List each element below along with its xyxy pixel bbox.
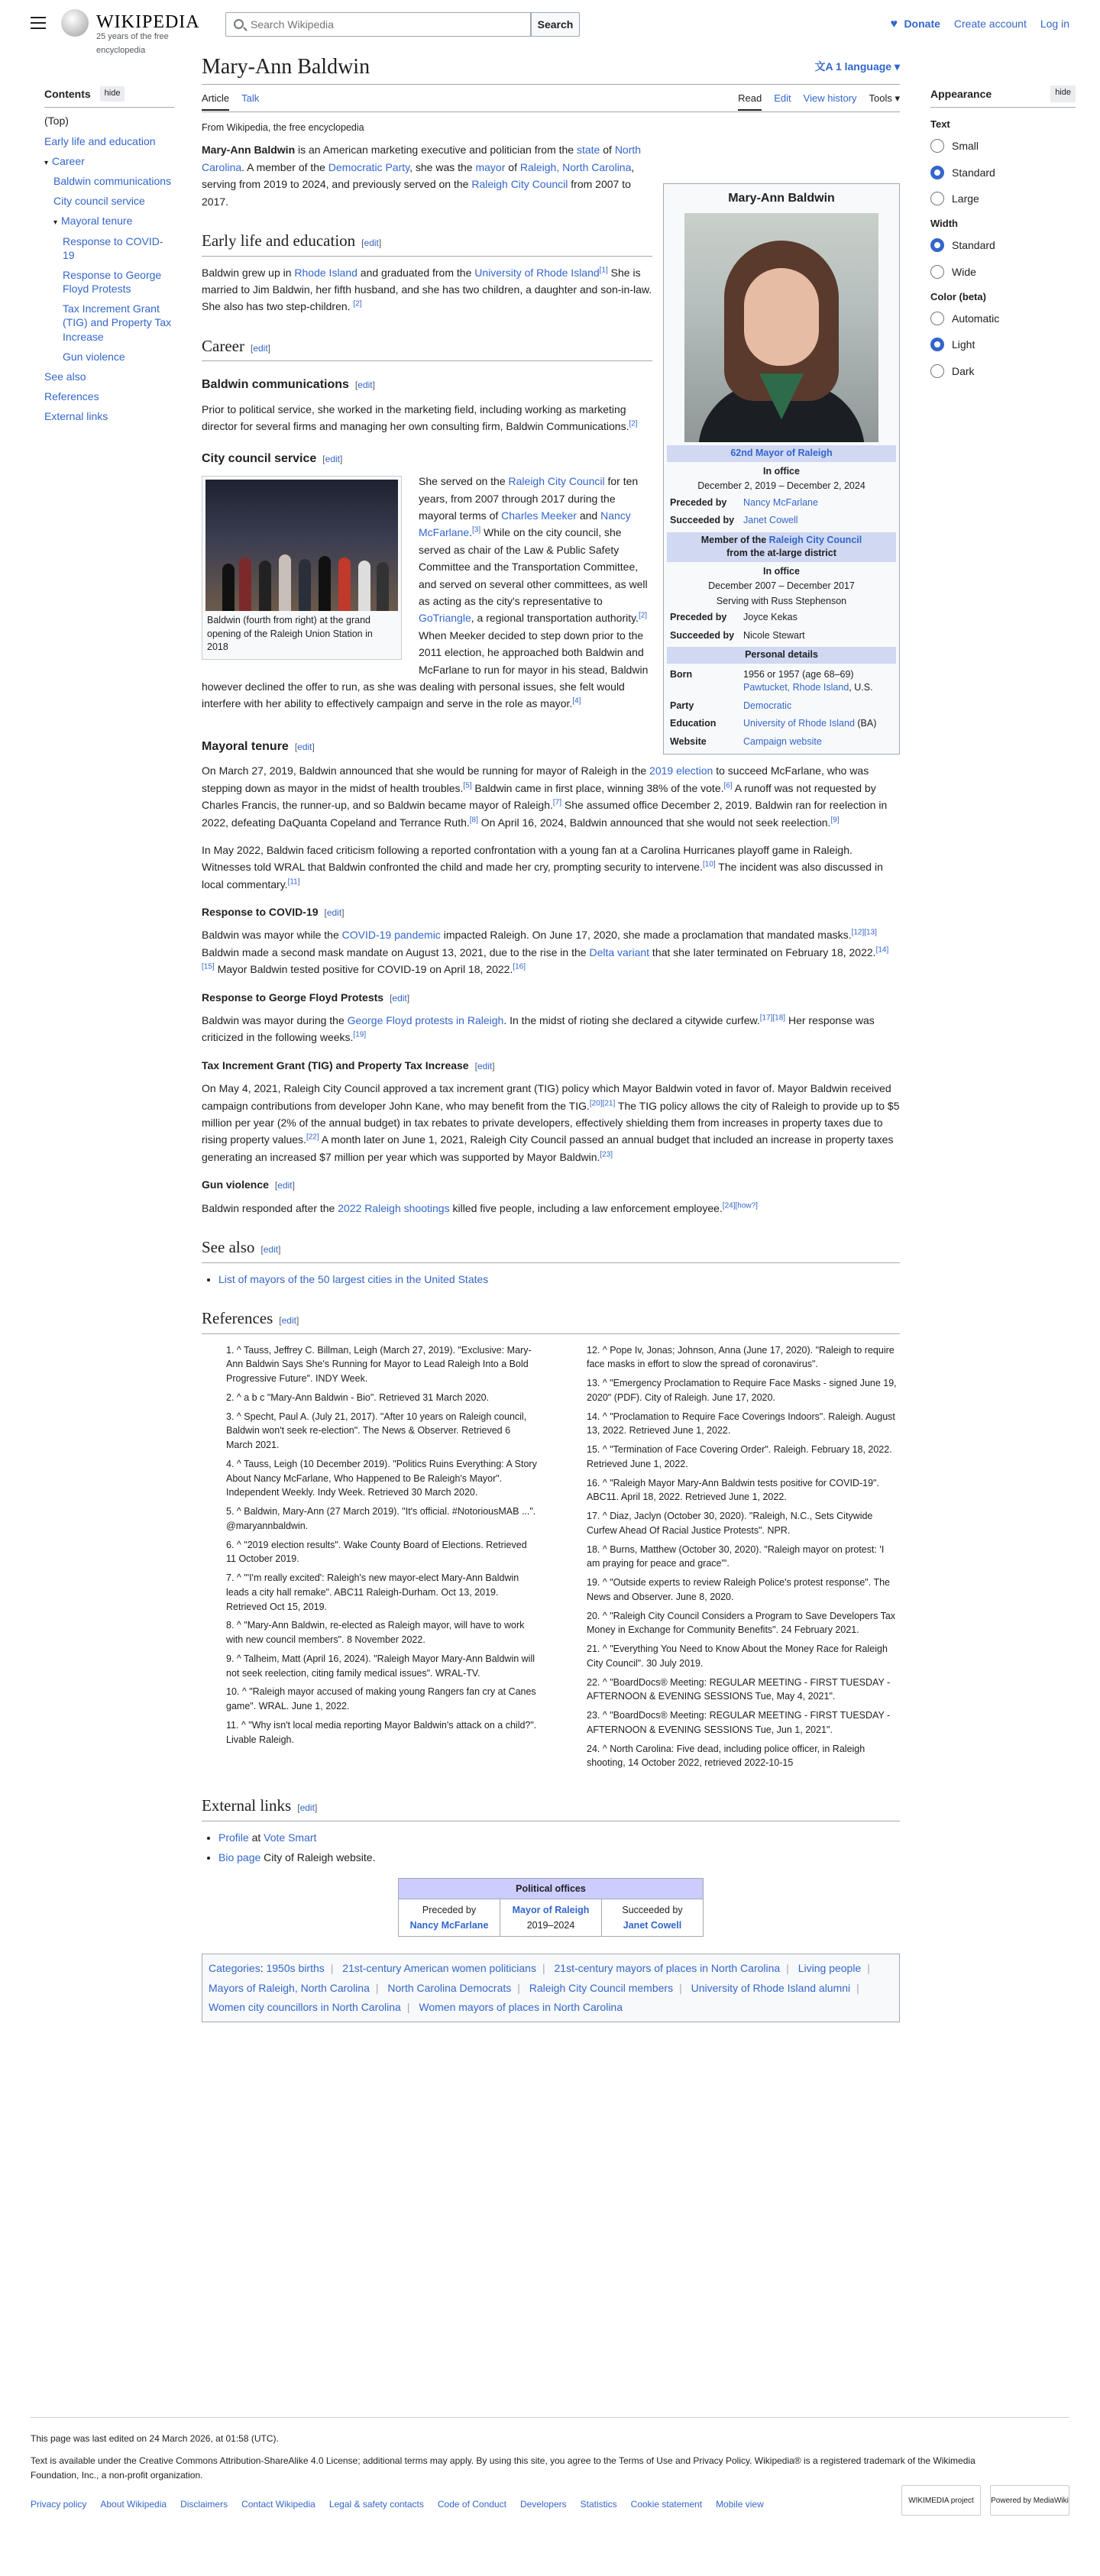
- color-light-radio[interactable]: Light: [930, 336, 1076, 353]
- footer-link[interactable]: Cookie statement: [630, 2498, 703, 2510]
- toc-item-top[interactable]: (Top): [44, 115, 69, 128]
- footer-badges: [901, 2485, 1069, 2516]
- tab-article[interactable]: Article: [202, 89, 229, 111]
- reference-item: 9. ^ Talheim, Matt (April 16, 2024). "Raleigh Mayor Mary-Ann Baldwin will not seek reelection, citing family medical issues". WRAL-TV.: [226, 1653, 535, 1679]
- citation[interactable]: [16]: [513, 962, 526, 971]
- search-icon: [234, 19, 244, 29]
- edit-link[interactable]: edit: [325, 453, 340, 464]
- reference-item: 12. ^ Pope Iv, Jonas; Johnson, Anna (June 17, 2020). "Raleigh to require face masks in effort to slow the spread of coronavirus".: [587, 1344, 895, 1370]
- citation[interactable]: [5]: [463, 781, 472, 790]
- election-2019-link[interactable]: 2019 election: [649, 764, 713, 777]
- reference-item: 22. ^ "BoardDocs® Meeting: REGULAR MEETING - FIRST TUESDAY - AFTERNOON & EVENING SESSIONS Tue, May 4, 2021".: [587, 1676, 891, 1702]
- license-text: Text is available under the Creative Commons Attribution-ShareAlike 4.0 License; additional terms may apply. By using this site, you agree to the Terms of Use and Privacy Policy. Wikipedia® is a registered trademark of the Wikimedia Foundation, Inc., a non-profit organization.: [31, 2455, 975, 2481]
- footer-link[interactable]: Privacy policy: [31, 2498, 87, 2510]
- toc-item-references[interactable]: References: [44, 390, 99, 403]
- edit-link[interactable]: edit: [358, 380, 373, 391]
- heading-references: References [edit]: [202, 1306, 900, 1334]
- covid-link[interactable]: COVID-19 pandemic: [341, 929, 441, 942]
- footer-link[interactable]: Statistics: [580, 2498, 617, 2510]
- website-label: Website: [670, 735, 707, 747]
- article-body: [202, 141, 652, 468]
- citation[interactable]: [17][18]: [759, 1013, 786, 1023]
- early-paragraph: Baldwin grew up in Rhode Island and graduated from the University of Rhode Island[1] She is married to Jim Baldwin, her fifth husband, and she has two children, a daughter and son-in-law. She also has two step-children. [2]: [202, 265, 652, 313]
- citation[interactable]: [10]: [702, 860, 716, 869]
- preceded-label-2: Preceded by: [670, 612, 727, 623]
- party-label: Party: [670, 700, 694, 711]
- reference-item: 14. ^ "Proclamation to Require Face Coverings Indoors". Raleigh. August 13, 2022. Retrieved June 1, 2022.: [587, 1411, 895, 1437]
- born-label: Born: [670, 668, 693, 680]
- reference-item: 11. ^ "Why isn't local media reporting Mayor Baldwin's attack on a child?". Livable Raleigh.: [226, 1719, 537, 1745]
- appearance-header: Appearance hide: [930, 86, 1076, 108]
- council-paragraph: She served on the Raleigh City Council for ten years, from 2007 through 2017 during the mayoral terms of Charles Meeker and Nancy McFarlane.[3] While on the city council, she served as chair of the Law & Public Safety Committee and the Transportation Committee, and served on several other committees, as well as acting as the city's representative to GoTriangle, a regional transportation authority.[2] When Meeker decided to step down prior to the 2011 election, he approached both Baldwin and McFarlane to run for mayor in his stead, Baldwin however declined the offer to run, as she was dealing with personal issues, she felt would interfere with her ability to effectively campaign and serve in the role as mayor.[4]: [202, 475, 649, 710]
- text-standard-radio[interactable]: Standard: [930, 164, 1076, 181]
- heading-early-life: Early life and education [edit]: [202, 228, 652, 257]
- edit-link[interactable]: edit: [253, 342, 268, 354]
- in-office-label: In office: [763, 465, 800, 477]
- reference-item: 19. ^ "Outside experts to review Raleigh Police's protest response". The News and Observer. June 8, 2020.: [587, 1577, 890, 1602]
- width-standard-radio[interactable]: Standard: [930, 237, 1076, 254]
- succeeded-label: Succeeded by: [670, 515, 735, 526]
- search-button[interactable]: Search: [531, 12, 580, 37]
- from-wikipedia: From Wikipedia, the free encyclopedia: [202, 122, 364, 134]
- category-link[interactable]: Women mayors of places in North Carolina: [419, 2000, 623, 2013]
- infobox-office1[interactable]: 62nd Mayor of Raleigh: [667, 445, 896, 462]
- footer-link[interactable]: Disclaimers: [180, 2498, 228, 2510]
- footer-link[interactable]: Legal & safety contacts: [328, 2498, 424, 2510]
- wikipedia-logo[interactable]: [61, 8, 214, 55]
- toc-title: Contents: [44, 88, 91, 100]
- toc-item-early-life[interactable]: Early life and education: [44, 134, 156, 147]
- language-button[interactable]: 文A 1 language ▾: [814, 60, 900, 73]
- category-links: Categories: 1950s births | 21st-century American women politicians | 21st-century mayors of places in North Carolina | Living people | Mayors of Raleigh, North Carolina | North Carolina Democrats | Raleigh City Council members | University of Rhode Island alumni | Women city councillors in North Carolina | Women mayors of places in North Carolina: [202, 1954, 900, 2022]
- last-edited: This page was last edited on 24 March 2026, at 01:58 (UTC).: [31, 2433, 279, 2444]
- footer-link[interactable]: About Wikipedia: [100, 2498, 167, 2510]
- edit-link[interactable]: edit: [281, 1314, 296, 1326]
- citation[interactable]: [6]: [723, 781, 733, 790]
- toc-item-external-links[interactable]: External links: [44, 410, 108, 423]
- tab-edit[interactable]: Edit: [774, 92, 791, 105]
- edit-link[interactable]: edit: [277, 1180, 293, 1191]
- union-station-figure: [202, 476, 402, 660]
- reference-item: 20. ^ "Raleigh City Council Considers a Program to Save Developers Tax Money in Exchange for Community Benefits". 24 February 2021.: [587, 1610, 896, 1636]
- website-link[interactable]: Campaign website: [743, 735, 822, 747]
- text-small-radio[interactable]: Small: [930, 137, 1076, 154]
- translate-icon: 文A: [814, 60, 833, 73]
- heading-gun-violence: Gun violence [edit]: [202, 1178, 295, 1191]
- color-label: Color (beta): [930, 290, 986, 302]
- comms-paragraph: Prior to political service, she worked in the marketing field, including working as marketing director for several firms and managing her own consulting firm, Baldwin Communications.[2]: [202, 402, 638, 433]
- tab-tools[interactable]: Tools ▾: [869, 92, 900, 105]
- infobox: Mary-Ann Baldwin 62nd Mayor of Raleigh In office December 2, 2019 – December 2, 2024 Preceded by Nancy McFarlane Succeeded by Janet Cowell Member of the Raleigh City Council from the at-large district In office December 2007 – December 2017 Serving with Russ Stephenson Preceded by Joyce Kekas Succeeded by Nicole Stewart Personal details Born 1956 or 1957 (age 68–69) Pawtucket, Rhode Island, U.S. Party Democratic Education University of Rhode Island (BA) Website Campaign website: [663, 183, 900, 755]
- footer-link[interactable]: Mobile view: [716, 2498, 764, 2510]
- tig-paragraph: On May 4, 2021, Raleigh City Council approved a tax increment grant (TIG) policy which Mayor Baldwin voted in favor of. Mayor Baldwin received campaign contributions from developer John Kane, who may benefit from the TIG.[20][21] The TIG policy allows the city of Raleigh to provide up to $5 million per year (2% of the annual budget) in tax rebates to private developers, effectively shielding them from increases in property taxes due to rising property values.[22] A month later on June 1, 2021, Raleigh City Council passed an annual budget that included an increase in property taxes generating an increased $7 million per year which was supported by Mayor Baldwin.[23]: [202, 1082, 900, 1163]
- floyd-link[interactable]: George Floyd protests in Raleigh: [347, 1014, 504, 1027]
- citation[interactable]: [4]: [572, 697, 581, 706]
- edit-link[interactable]: edit: [392, 992, 407, 1004]
- raleigh-link[interactable]: Raleigh, North Carolina: [519, 160, 632, 173]
- category-link[interactable]: North Carolina Democrats: [387, 1981, 512, 1994]
- color-dark-radio[interactable]: Dark: [930, 363, 1076, 380]
- mayoral-paragraph-2: In May 2022, Baldwin faced criticism following a reported confrontation with a young fan at a Carolina Hurricanes playoff game in Raleigh. Witnesses told WRAL that Baldwin confronted the child and made her cry, prompting security to intervene.[10] The incident was also discussed in local commentary.[11]: [202, 843, 883, 890]
- main-menu-icon[interactable]: [31, 17, 46, 31]
- citation[interactable]: [14][15]: [202, 945, 889, 971]
- mediawiki-badge[interactable]: Powered by MediaWiki: [990, 2485, 1069, 2516]
- see-also-list: [202, 1271, 900, 1288]
- gotriangle-link[interactable]: GoTriangle: [419, 612, 471, 625]
- preceded-label: Preceded by: [670, 496, 727, 508]
- category-link[interactable]: 21st-century American women politicians: [342, 1962, 536, 1975]
- edit-link[interactable]: edit: [263, 1243, 279, 1255]
- personal-details-header: Personal details: [667, 647, 896, 664]
- table-of-contents: [44, 86, 174, 430]
- color-automatic-radio[interactable]: Automatic: [930, 310, 1076, 327]
- category-link[interactable]: Living people: [798, 1962, 862, 1975]
- office2-dates: December 2007 – December 2017: [708, 580, 855, 592]
- in-office-label-2: In office: [763, 565, 800, 577]
- width-label: Width: [930, 218, 958, 230]
- how-tag[interactable]: [how?]: [735, 1201, 758, 1210]
- edit-link[interactable]: edit: [297, 741, 312, 752]
- citation[interactable]: [11]: [287, 878, 300, 887]
- heading-covid: Response to COVID-19 [edit]: [202, 906, 345, 919]
- category-link[interactable]: Mayors of Raleigh, North Carolina: [209, 1981, 370, 1994]
- heading-external-links: External links [edit]: [202, 1793, 900, 1821]
- search-input[interactable]: [251, 16, 526, 33]
- toc-item-career[interactable]: ▾ Career: [44, 154, 85, 167]
- uri-link[interactable]: University of Rhode Island: [474, 266, 600, 279]
- birthplace-link[interactable]: Pawtucket, Rhode Island: [743, 682, 849, 693]
- party-link[interactable]: Democratic: [743, 700, 792, 711]
- citation[interactable]: [1]: [599, 265, 608, 274]
- create-account-link[interactable]: Create account: [953, 18, 1027, 30]
- covid-paragraph: Baldwin was mayor while the COVID-19 pandemic impacted Raleigh. On June 17, 2020, she made a proclamation that mandated masks.[12][13] Baldwin made a second mask mandate on August 13, 2021, due to the rise in the Delta variant that she later terminated on February 18, 2022.[14][15] Mayor Baldwin tested positive for COVID-19 on April 18, 2022.[16]: [202, 928, 889, 976]
- logo-tagline: 25 years of the free encyclopedia: [96, 32, 169, 55]
- office1-dates: December 2, 2019 – December 2, 2024: [697, 480, 865, 492]
- reference-item: 2. ^ a b c "Mary-Ann Baldwin - Bio". Retrieved 31 March 2020.: [226, 1391, 490, 1403]
- heading-see-also: See also [edit]: [202, 1235, 900, 1263]
- figure-caption: Baldwin (fourth from right) at the grand opening of the Raleigh Union Station in 2018: [207, 615, 373, 653]
- edit-link[interactable]: edit: [326, 907, 342, 919]
- heading-tig: Tax Increment Grant (TIG) and Property Tax Increase [edit]: [202, 1059, 495, 1071]
- citation[interactable]: [2]: [638, 611, 648, 620]
- reference-item: 23. ^ "BoardDocs® Meeting: REGULAR MEETING - FIRST TUESDAY - AFTERNOON & EVENING SESSIONS Tue, Jun 1, 2021".: [587, 1710, 891, 1735]
- state-link[interactable]: state: [576, 144, 600, 157]
- toc-item-baldwin-communications[interactable]: Baldwin communications: [53, 174, 172, 187]
- serving-with: Serving with Russ Stephenson: [716, 595, 847, 606]
- born-date: 1956 or 1957 (age 68–69): [743, 668, 854, 680]
- reference-list: [202, 1343, 900, 1776]
- edit-link[interactable]: edit: [364, 237, 379, 248]
- navbox-office-link[interactable]: Mayor of Raleigh: [512, 1905, 590, 1916]
- see-also-item[interactable]: List of mayors of the 50 largest cities in the United States: [218, 1272, 489, 1285]
- category-link[interactable]: Women city councillors in North Carolina: [209, 2000, 401, 2013]
- reference-item: 18. ^ Burns, Matthew (October 30, 2020). "Raleigh mayor on protest: 'I am praying for peace and grace'".: [587, 1543, 885, 1569]
- heading-baldwin-communications: Baldwin communications [edit]: [202, 378, 375, 392]
- infobox-title: Mary-Ann Baldwin: [728, 192, 835, 205]
- width-wide-radio[interactable]: Wide: [930, 263, 1076, 280]
- toc-header: [44, 86, 174, 108]
- tab-view-history[interactable]: View history: [803, 92, 857, 105]
- citation[interactable]: [7]: [552, 798, 562, 807]
- toc-item-see-also[interactable]: See also: [44, 370, 86, 383]
- toc-item-tig[interactable]: Tax Increment Grant (TIG) and Property Tax Increase: [63, 302, 172, 343]
- mayor-link[interactable]: mayor: [475, 160, 506, 173]
- votesmart-link[interactable]: Vote Smart: [264, 1831, 317, 1844]
- citation[interactable]: [23]: [600, 1150, 613, 1159]
- reference-item: 6. ^ "2019 election results". Wake County Board of Elections. Retrieved 11 October 2019.: [226, 1539, 527, 1565]
- footer-link[interactable]: Code of Conduct: [437, 2498, 506, 2510]
- meeker-link[interactable]: Charles Meeker: [501, 509, 577, 522]
- profile-link[interactable]: Profile: [218, 1831, 249, 1844]
- shootings-link[interactable]: 2022 Raleigh shootings: [338, 1201, 450, 1214]
- page-title: Mary-Ann Baldwin 文A 1 language ▾: [202, 53, 900, 85]
- mcfarlane-link[interactable]: Nancy McFarlane: [419, 509, 631, 539]
- heading-mayoral-tenure: Mayoral tenure [edit]: [202, 739, 315, 753]
- gun-paragraph: Baldwin responded after the 2022 Raleigh shootings killed five people, including a law enforcement employee.[24][how?]: [202, 1201, 758, 1214]
- tab-talk[interactable]: Talk: [241, 92, 260, 105]
- toc-item-gun-violence[interactable]: Gun violence: [63, 350, 125, 363]
- political-offices-navbox: Political offices Preceded by Nancy McFarlane Mayor of Raleigh 2019–2024 Succeeded by Janet Cowell: [398, 1878, 704, 1937]
- toc-item-floyd[interactable]: Response to George Floyd Protests: [63, 268, 162, 296]
- citation[interactable]: [22]: [306, 1133, 319, 1142]
- succeeded-value-2: Nicole Stewart: [743, 629, 805, 641]
- edit-link[interactable]: edit: [299, 1802, 315, 1814]
- reference-item: 17. ^ Diaz, Jaclyn (October 30, 2020). "Raleigh, N.C., Sets Citywide Curfew Ahead Of Racial Justice Protests". NPR.: [587, 1511, 873, 1536]
- search-box: [225, 12, 531, 37]
- citation[interactable]: [9]: [830, 815, 840, 824]
- heart-icon: ♥: [890, 18, 898, 31]
- reference-item: 15. ^ "Termination of Face Covering Order". Raleigh. February 18, 2022. Retrieved June 1, 2022.: [587, 1444, 892, 1469]
- tab-read[interactable]: Read: [738, 89, 762, 111]
- site-header: [0, 0, 1100, 55]
- reference-item: 13. ^ "Emergency Proclamation to Require Face Masks - signed June 19, 2020" (PDF). City of Raleigh. June 17, 2020.: [587, 1378, 897, 1403]
- council-link[interactable]: Raleigh City Council: [471, 178, 568, 191]
- category-link[interactable]: Raleigh City Council members: [529, 1981, 674, 1994]
- heading-floyd: Response to George Floyd Protests [edit]: [202, 991, 410, 1004]
- citation[interactable]: [8]: [469, 815, 478, 824]
- references-left: [202, 1343, 539, 1776]
- preceded-link[interactable]: Nancy McFarlane: [743, 496, 818, 508]
- bio-page-link[interactable]: Bio page: [218, 1851, 261, 1863]
- reference-item: 8. ^ "Mary-Ann Baldwin, re-elected as Raleigh mayor, will have to work with new council members". 8 November 2022.: [226, 1620, 525, 1646]
- reference-item: 7. ^ "'I'm really excited': Raleigh's new mayor-elect Mary-Ann Baldwin leads a city hall remake". ABC11 Raleigh-Durham. Oct 13, 2019. Retrieved Oct 15, 2019.: [226, 1572, 519, 1612]
- rhode-island-link[interactable]: Rhode Island: [294, 266, 358, 279]
- category-link[interactable]: 1950s births: [266, 1962, 325, 1975]
- category-link[interactable]: University of Rhode Island alumni: [691, 1981, 851, 1994]
- succeeded-link[interactable]: Janet Cowell: [743, 515, 798, 526]
- citation[interactable]: [24]: [722, 1201, 736, 1210]
- succeeded-label-2: Succeeded by: [670, 629, 735, 641]
- reference-item: 21. ^ "Everything You Need to Know About the Money Race for Raleigh City Council". 30 July 2019.: [587, 1644, 888, 1669]
- navbox-succeeded-link[interactable]: Janet Cowell: [623, 1920, 682, 1931]
- education-label: Education: [670, 718, 717, 729]
- mayoral-paragraph-1: On March 27, 2019, Baldwin announced that she would be running for mayor of Raleigh in the 2019 election to succeed McFarlane, who was stepping down as mayor in the midst of health troubles.[5] Baldwin came in first place, winning 38% of the vote.[6] A runoff was not requested by Charles Francis, the runner-up, and so Baldwin became mayor of Raleigh.[7] She assumed office December 2, 2019. Baldwin ran for reelection in 2022, defeating DaQuanta Copeland and Terrance Ruth.[8] On April 16, 2024, Baldwin announced that she would not seek reelection.[9]: [202, 764, 888, 829]
- page-footer: [31, 2417, 1069, 2512]
- references-right: [562, 1343, 900, 1776]
- navbox-header: Political offices: [399, 1879, 703, 1899]
- edit-link[interactable]: edit: [477, 1060, 493, 1071]
- city-council-link[interactable]: Raleigh City Council: [768, 534, 862, 545]
- citation[interactable]: [2]: [353, 299, 362, 309]
- heading-city-council: City council service [edit]: [202, 451, 343, 465]
- delta-link[interactable]: Delta variant: [589, 945, 650, 958]
- text-large-radio[interactable]: Large: [930, 190, 1076, 207]
- reference-item: 3. ^ Specht, Paul A. (July 21, 2017). "After 10 years on Raleigh council, Baldwin won't seek re-election". The News & Observer. Retrieved 6 March 2021.: [226, 1411, 527, 1451]
- logo-wordmark: WIKIPEDIA: [96, 12, 200, 32]
- login-link[interactable]: Log in: [1040, 18, 1069, 30]
- infobox-office2: Member of the Raleigh City Council from the at-large district: [667, 532, 896, 562]
- page-tabs: [202, 89, 900, 112]
- toc-item-city-council[interactable]: City council service: [53, 195, 145, 208]
- category-link[interactable]: 21st-century mayors of places in North Carolina: [554, 1962, 781, 1975]
- user-links: [891, 15, 1069, 32]
- portrait-photo[interactable]: [684, 213, 878, 442]
- appearance-hide-button[interactable]: hide: [1050, 86, 1076, 102]
- reference-item: 1. ^ Tauss, Jeffrey C. Billman, Leigh (March 27, 2019). "Exclusive: Mary-Ann Baldwin Says She's Running for Mayor to Lead Raleigh Into a Bold Progressive Future". INDY Week.: [226, 1344, 532, 1385]
- reference-item: 4. ^ Tauss, Leigh (10 December 2019). "Politics Ruins Everything: A Story About Nancy McFarlane, Who Happened to Be Raleigh's Mayor". Independent Weekly. Indy Week. Retrieved 30 March 2020.: [226, 1458, 537, 1498]
- reference-item: 5. ^ Baldwin, Mary-Ann (27 March 2019). "It's official. #NotoriousMAB ...". @maryannbaldwin.: [226, 1506, 536, 1531]
- main-content: [202, 49, 900, 2022]
- nc-link[interactable]: North Carolina: [202, 144, 642, 173]
- wikimedia-badge[interactable]: WIKIMEDIA project: [901, 2485, 981, 2516]
- navbox-preceded-link[interactable]: Nancy McFarlane: [409, 1920, 489, 1931]
- floyd-paragraph: Baldwin was mayor during the George Floyd protests in Raleigh. In the midst of rioting she declared a citywide curfew.[17][18] Her response was criticized in the following weeks.[19]: [202, 1013, 875, 1044]
- union-station-photo[interactable]: [205, 480, 398, 611]
- chevron-down-icon[interactable]: ▾: [53, 218, 58, 228]
- footer-link[interactable]: Developers: [519, 2498, 567, 2510]
- toc-hide-button[interactable]: hide: [100, 86, 125, 102]
- lead-paragraph: Mary-Ann Baldwin is an American marketing executive and politician from the state of North Carolina. A member of the Democratic Party, she was the mayor of Raleigh, North Carolina, serving from 2019 to 2024, and previously served on the Raleigh City Council from 2007 to 2017.: [202, 144, 642, 208]
- toc-item-covid[interactable]: Response to COVID-19: [63, 234, 163, 261]
- democratic-link[interactable]: Democratic Party: [328, 160, 410, 173]
- external-links-list: • Profile at Vote Smart • Bio page City of Raleigh website.: [202, 1829, 900, 1867]
- citation[interactable]: [2]: [629, 419, 638, 428]
- footer-link[interactable]: Contact Wikipedia: [241, 2498, 315, 2510]
- donate-link[interactable]: ♥ Donate: [890, 18, 940, 31]
- reference-item: 24. ^ North Carolina: Five dead, including police officer, in Raleigh shooting, 14 October 2022, retrieved 2022-10-15: [587, 1743, 865, 1769]
- heading-career: Career [edit]: [202, 334, 652, 362]
- preceded-value-2: Joyce Kekas: [743, 612, 798, 623]
- chevron-down-icon[interactable]: ▾: [44, 158, 49, 167]
- council-link[interactable]: Raleigh City Council: [508, 475, 605, 488]
- categories-label[interactable]: Categories: [209, 1962, 260, 1975]
- citation[interactable]: [12][13]: [851, 928, 877, 937]
- citation[interactable]: [20][21]: [589, 1098, 616, 1107]
- reference-item: 16. ^ "Raleigh Mayor Mary-Ann Baldwin tests positive for COVID-19". ABC11. April 18, 2022. Retrieved June 1, 2022.: [587, 1477, 879, 1503]
- citation[interactable]: [19]: [353, 1030, 367, 1039]
- appearance-panel: [930, 86, 1076, 389]
- globe-icon: [61, 9, 89, 37]
- education-link[interactable]: University of Rhode Island: [743, 718, 855, 729]
- citation[interactable]: [3]: [472, 525, 481, 535]
- text-size-label: Text: [930, 118, 950, 131]
- reference-item: 10. ^ "Raleigh mayor accused of making young Rangers fan cry at Canes game". WRAL. June 1, 2022.: [226, 1686, 536, 1712]
- toc-item-mayoral-tenure[interactable]: ▾ Mayoral tenure: [53, 215, 133, 228]
